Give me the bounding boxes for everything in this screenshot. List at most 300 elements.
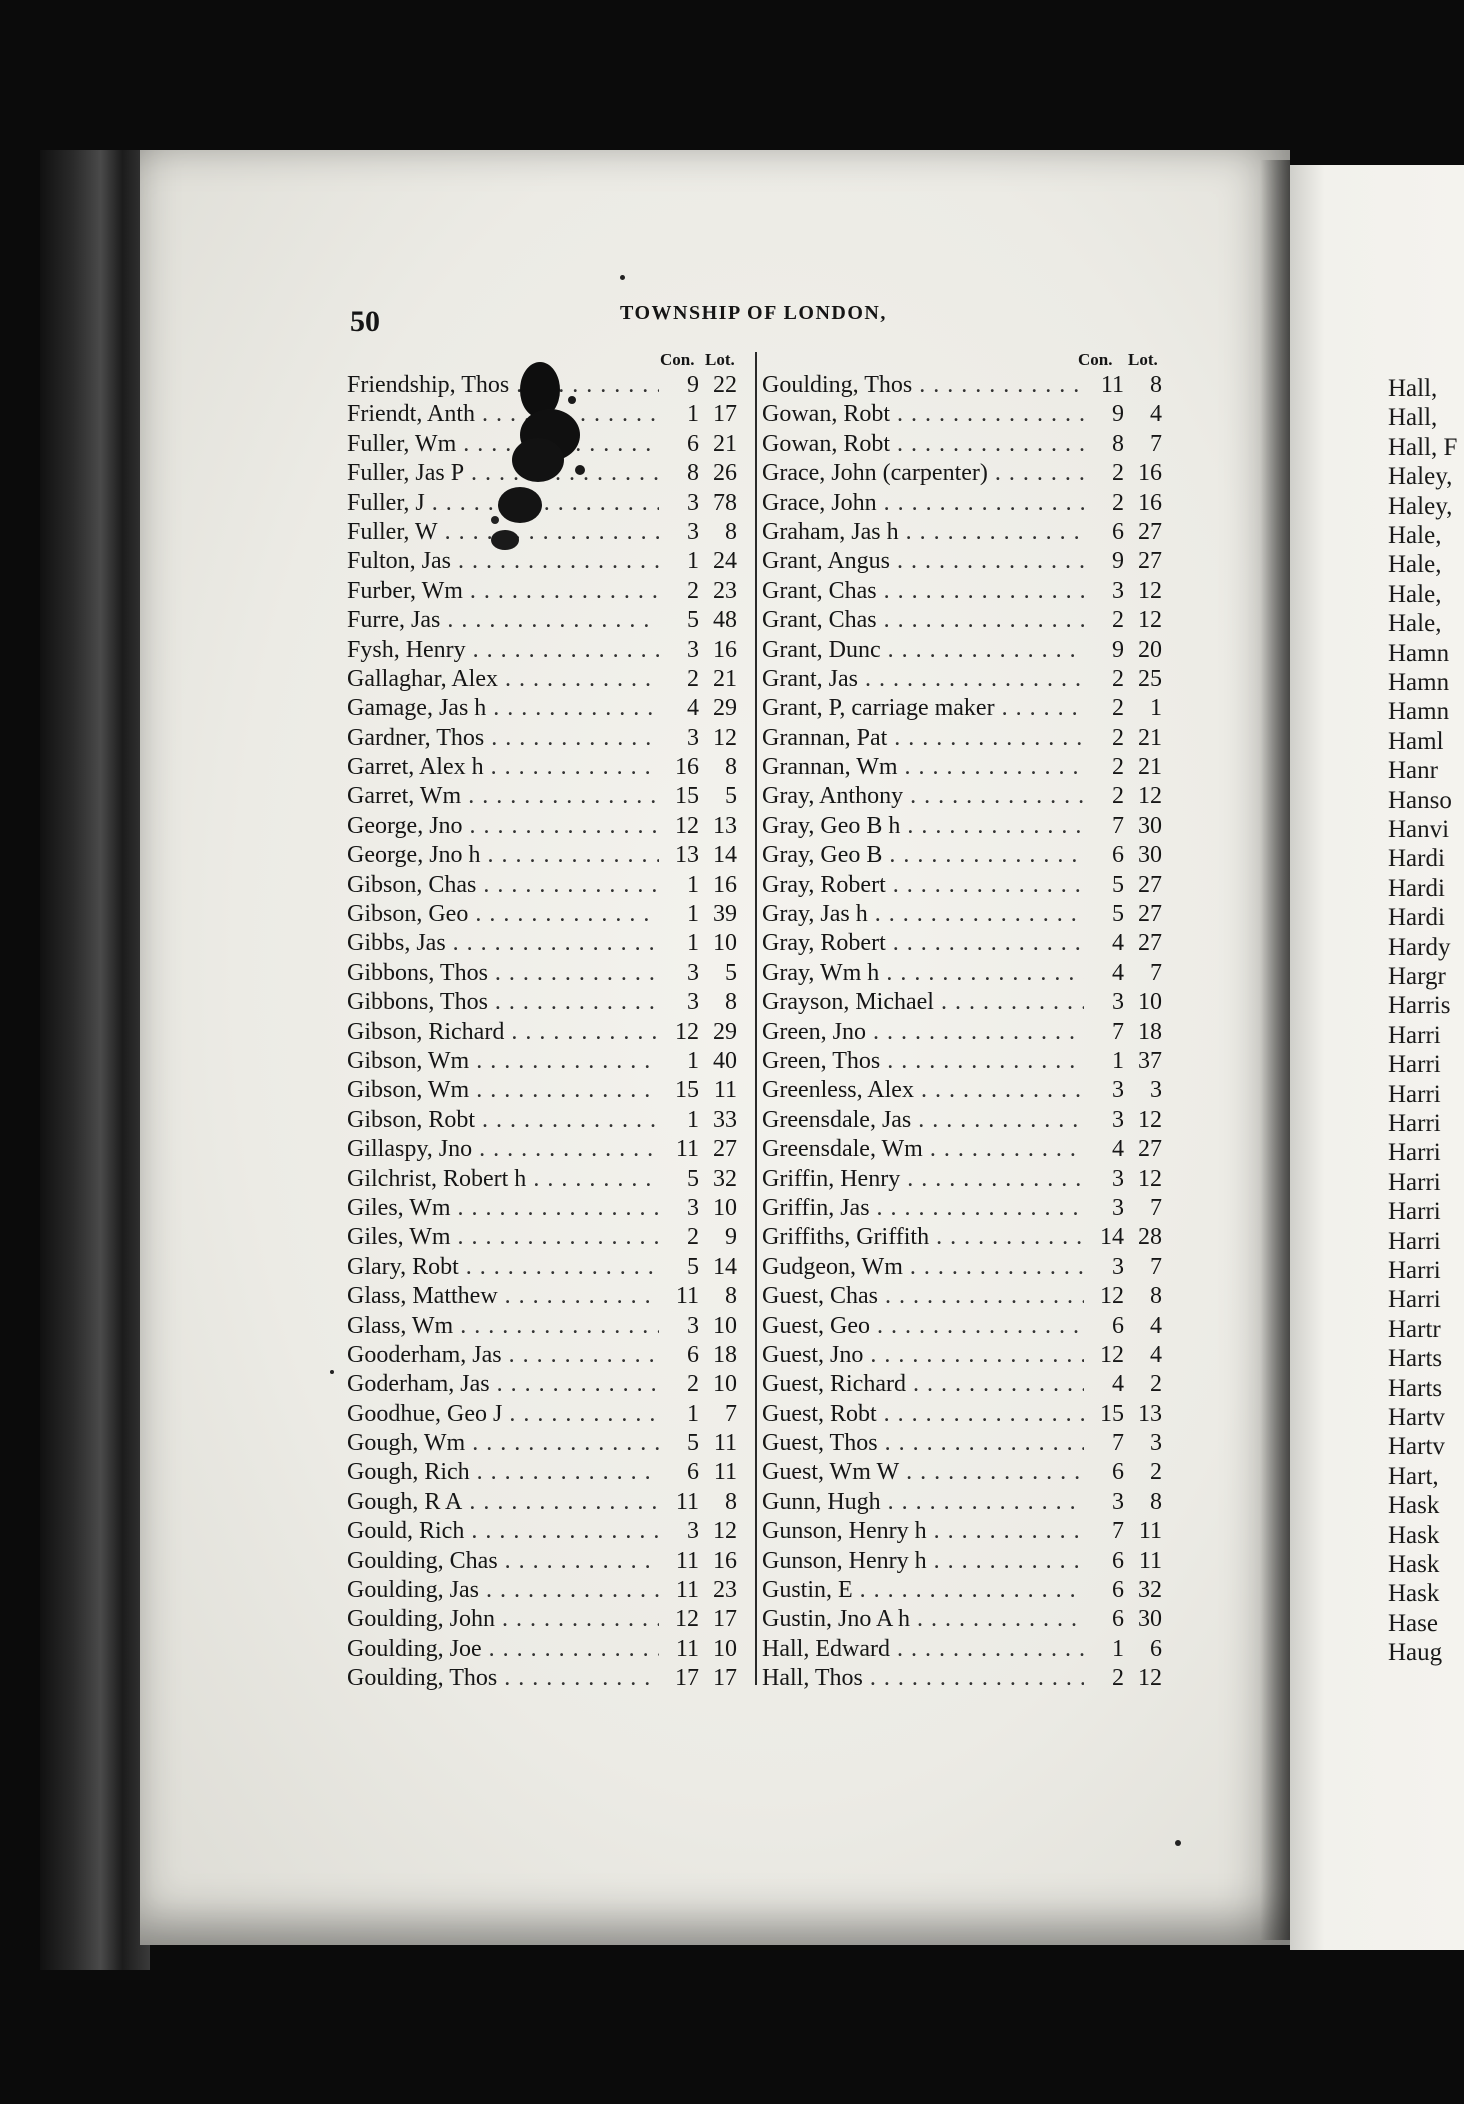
directory-entry [762, 872, 1162, 901]
entry-concession: 7 [1112, 1518, 1124, 1545]
directory-entry [762, 1518, 1162, 1547]
next-page-entry-fragment: Hask [1388, 1580, 1440, 1608]
entry-name: Greenless, Alex . . . [762, 1077, 1084, 1104]
directory-entry [762, 930, 1162, 959]
directory-entry [347, 1342, 737, 1371]
entry-name: Grant, Dunc . . . [762, 637, 1084, 664]
entry-concession: 5 [687, 1253, 699, 1280]
entry-concession: 6 [1112, 1606, 1124, 1633]
entry-lot: 30 [1138, 842, 1162, 869]
entry-concession: 3 [687, 518, 699, 545]
entry-concession: 15 [675, 1077, 699, 1104]
next-page-entry-fragment: Haley, [1388, 463, 1453, 491]
entry-name: Grant, Jas . . . [762, 666, 1084, 693]
entry-concession: 1 [687, 1400, 699, 1427]
directory-entry [347, 1019, 737, 1048]
entry-lot: 17 [713, 401, 737, 428]
entry-concession: 5 [687, 1165, 699, 1192]
column-divider [755, 352, 757, 1685]
directory-entry [762, 813, 1162, 842]
entry-lot: 16 [713, 1547, 737, 1574]
directory-entry [762, 1166, 1162, 1195]
directory-entry [762, 637, 1162, 666]
directory-entry [347, 872, 737, 901]
directory-entry [347, 813, 737, 842]
entry-name: Gray, Robert . . . [762, 872, 1084, 899]
entry-lot: 1 [1150, 695, 1162, 722]
entry-lot: 18 [1138, 1018, 1162, 1045]
next-page-entry-fragment: Hall, [1388, 404, 1438, 432]
entry-concession: 3 [687, 1194, 699, 1221]
next-page-entry-fragment: Hale, [1388, 522, 1442, 549]
entry-lot: 27 [1138, 548, 1162, 575]
entry-concession: 3 [687, 636, 699, 663]
left-entry-list [347, 372, 737, 1695]
entry-lot: 3 [1150, 1077, 1162, 1104]
entry-name: Gibson, Wm . . . [347, 1048, 659, 1075]
entry-lot: 13 [713, 812, 737, 839]
entry-name: Gudgeon, Wm . . . [762, 1254, 1084, 1281]
entry-name: Gray, Wm h . . . [762, 960, 1084, 987]
entry-name: Gibbons, Thos . . . [347, 960, 659, 987]
entry-name: Guest, Chas . . . [762, 1283, 1084, 1310]
entry-concession: 3 [687, 489, 699, 516]
entry-concession: 3 [1112, 1106, 1124, 1133]
entry-concession: 9 [1112, 401, 1124, 428]
entry-name: Gunson, Henry h . . . [762, 1548, 1084, 1575]
entry-lot: 39 [713, 901, 737, 928]
entry-name: George, Jno . . . [347, 813, 659, 840]
directory-entry [762, 1342, 1162, 1371]
directory-entry [347, 607, 737, 636]
entry-name: Goulding, Thos . . . [762, 372, 1084, 399]
entry-lot: 11 [713, 1077, 737, 1104]
entry-concession: 2 [1112, 1665, 1124, 1692]
entry-name: Fulton, Jas . . . [347, 548, 659, 575]
page-speck [620, 275, 625, 280]
entry-name: Goulding, Thos . . . [347, 1665, 659, 1692]
directory-entry [347, 1107, 737, 1136]
entry-concession: 2 [1112, 724, 1124, 751]
entry-name: Goulding, Joe . . . [347, 1636, 659, 1663]
directory-entry [347, 960, 737, 989]
entry-name: Greensdale, Jas . . . [762, 1107, 1084, 1134]
entry-concession: 4 [687, 695, 699, 722]
entry-concession: 2 [1112, 489, 1124, 516]
entry-name: Guest, Jno . . . [762, 1342, 1084, 1369]
entry-name: Grayson, Michael . . . [762, 989, 1084, 1016]
entry-lot: 23 [713, 577, 737, 604]
entry-name: Garret, Wm . . . [347, 783, 659, 810]
directory-entry [762, 1019, 1162, 1048]
entry-name: Grant, Angus . . . [762, 548, 1084, 575]
directory-entry [762, 666, 1162, 695]
entry-concession: 2 [1112, 460, 1124, 487]
entry-name: Gunn, Hugh . . . [762, 1489, 1084, 1516]
entry-lot: 11 [1138, 1547, 1162, 1574]
directory-entry [347, 637, 737, 666]
entry-concession: 6 [1112, 1547, 1124, 1574]
directory-entry [762, 1048, 1162, 1077]
entry-concession: 2 [1112, 783, 1124, 810]
running-head: TOWNSHIP OF LONDON, [620, 302, 887, 324]
entry-lot: 16 [1138, 489, 1162, 516]
directory-entry [347, 1136, 737, 1165]
entry-lot: 8 [725, 1488, 737, 1515]
entry-lot: 21 [713, 430, 737, 457]
entry-concession: 8 [1112, 430, 1124, 457]
entry-concession: 3 [1112, 577, 1124, 604]
directory-entry [762, 725, 1162, 754]
directory-entry [762, 1548, 1162, 1577]
entry-lot: 4 [1150, 1312, 1162, 1339]
entry-name: Guest, Wm W . . . [762, 1459, 1084, 1486]
entry-lot: 33 [713, 1106, 737, 1133]
entry-name: Gray, Geo B h . . . [762, 813, 1084, 840]
directory-entry [762, 695, 1162, 724]
next-page-entry-fragment: Harri [1388, 1227, 1441, 1255]
entry-concession: 4 [1112, 1371, 1124, 1398]
entry-name: Furber, Wm . . . [347, 578, 659, 605]
entry-name: Gray, Robert . . . [762, 930, 1084, 957]
entry-lot: 23 [713, 1577, 737, 1604]
entry-lot: 10 [1138, 989, 1162, 1016]
entry-concession: 12 [1100, 1341, 1124, 1368]
entry-concession: 3 [1112, 989, 1124, 1016]
entry-lot: 8 [725, 989, 737, 1016]
next-page-entry-fragment: Harris [1388, 992, 1451, 1020]
directory-entry [762, 578, 1162, 607]
entry-name: Gould, Rich . . . [347, 1518, 659, 1545]
entry-concession: 11 [675, 1283, 699, 1310]
entry-name: Gowan, Robt . . . [762, 431, 1084, 458]
entry-concession: 2 [687, 1224, 699, 1251]
directory-entry [347, 695, 737, 724]
next-page-entry-fragment: Harri [1388, 1080, 1441, 1108]
entry-lot: 27 [1138, 901, 1162, 928]
entry-name: Glary, Robt . . . [347, 1254, 659, 1281]
directory-entry [762, 1636, 1162, 1665]
page-number: 50 [350, 305, 380, 338]
directory-entry [762, 401, 1162, 430]
entry-name: Gough, Wm . . . [347, 1430, 659, 1457]
directory-entry [347, 930, 737, 959]
directory-entry [347, 372, 737, 401]
next-page-entry-fragment: Hanso [1388, 786, 1452, 814]
entry-name: Goulding, Jas . . . [347, 1577, 659, 1604]
entry-name: Giles, Wm . . . [347, 1224, 659, 1251]
entry-concession: 3 [1112, 1194, 1124, 1221]
entry-name: Friendship, Thos . . . [347, 372, 659, 399]
entry-concession: 5 [1112, 901, 1124, 928]
directory-entry [347, 1606, 737, 1635]
entry-lot: 21 [1138, 724, 1162, 751]
entry-name: Grannan, Pat . . . [762, 725, 1084, 752]
entry-lot: 10 [713, 1635, 737, 1662]
directory-entry [347, 1371, 737, 1400]
next-page-entry-fragment: Hask [1388, 1492, 1440, 1520]
entry-concession: 2 [1112, 754, 1124, 781]
entry-lot: 18 [713, 1341, 737, 1368]
entry-lot: 7 [1150, 1253, 1162, 1280]
directory-entry [762, 490, 1162, 519]
entry-lot: 17 [713, 1606, 737, 1633]
entry-lot: 5 [725, 783, 737, 810]
directory-entry [347, 1518, 737, 1547]
entry-concession: 6 [1112, 1459, 1124, 1486]
directory-entry [347, 460, 737, 489]
next-page-entry-fragment: Harts [1388, 1374, 1443, 1402]
entry-concession: 1 [687, 401, 699, 428]
entry-name: Green, Thos . . . [762, 1048, 1084, 1075]
directory-entry [347, 989, 737, 1018]
entry-lot: 27 [1138, 871, 1162, 898]
directory-entry [347, 1577, 737, 1606]
entry-name: Gibbons, Thos . . . [347, 989, 659, 1016]
entry-name: Garret, Alex h . . . [347, 754, 659, 781]
next-page-entry-fragment: Hall, F [1388, 433, 1458, 461]
entry-lot: 27 [1138, 930, 1162, 957]
next-page-entry-fragment: Hardy [1388, 933, 1451, 961]
entry-lot: 14 [713, 1253, 737, 1280]
entry-lot: 32 [713, 1165, 737, 1192]
directory-entry [347, 666, 737, 695]
entry-name: Gamage, Jas h . . . [347, 695, 659, 722]
entry-name: Gowan, Robt . . . [762, 401, 1084, 428]
directory-entry [762, 607, 1162, 636]
directory-entry [347, 725, 737, 754]
entry-name: Gray, Jas h . . . [762, 901, 1084, 928]
entry-name: Fuller, W . . . [347, 519, 659, 546]
entry-name: Fuller, Jas P . . . [347, 460, 659, 487]
directory-entry [347, 1459, 737, 1488]
entry-concession: 6 [687, 1341, 699, 1368]
entry-concession: 9 [1112, 636, 1124, 663]
directory-entry [762, 1107, 1162, 1136]
next-page-entry-fragment: Hask [1388, 1521, 1440, 1549]
entry-lot: 3 [1150, 1430, 1162, 1457]
entry-name: Gustin, Jno A h . . . [762, 1606, 1084, 1633]
next-page-entry-fragment: Hardi [1388, 874, 1445, 902]
directory-entry [347, 783, 737, 812]
entry-lot: 12 [1138, 607, 1162, 634]
entry-concession: 5 [1112, 871, 1124, 898]
entry-lot: 48 [713, 607, 737, 634]
entry-lot: 16 [713, 636, 737, 663]
entry-lot: 27 [1138, 518, 1162, 545]
directory-entry [762, 548, 1162, 577]
directory-entry [762, 460, 1162, 489]
entry-concession: 11 [675, 1547, 699, 1574]
directory-entry [347, 1313, 737, 1342]
entry-name: Guest, Richard . . . [762, 1371, 1084, 1398]
entry-name: Furre, Jas . . . [347, 607, 659, 634]
entry-lot: 4 [1150, 1341, 1162, 1368]
directory-entry [347, 1224, 737, 1253]
left-con-header: Con. [660, 350, 695, 369]
next-page-entry-fragment: Hardi [1388, 845, 1445, 873]
entry-name: Fuller, Wm . . . [347, 431, 659, 458]
next-page-entry-fragment: Hardi [1388, 904, 1445, 932]
entry-concession: 3 [687, 989, 699, 1016]
entry-concession: 1 [687, 1106, 699, 1133]
entry-lot: 2 [1150, 1459, 1162, 1486]
entry-concession: 2 [687, 1371, 699, 1398]
entry-name: Greensdale, Wm . . . [762, 1136, 1084, 1163]
directory-entry [762, 1489, 1162, 1518]
entry-lot: 7 [725, 1400, 737, 1427]
entry-lot: 4 [1150, 401, 1162, 428]
entry-name: Gibson, Robt . . . [347, 1107, 659, 1134]
entry-lot: 16 [713, 871, 737, 898]
directory-entry [347, 401, 737, 430]
next-page-entry-fragment: Hale, [1388, 580, 1442, 608]
entry-name: Grant, Chas . . . [762, 578, 1084, 605]
entry-name: Gibbs, Jas . . . [347, 930, 659, 957]
entry-name: Gillaspy, Jno . . . [347, 1136, 659, 1163]
entry-lot: 21 [713, 665, 737, 692]
entry-lot: 11 [713, 1459, 737, 1486]
entry-name: Green, Jno . . . [762, 1019, 1084, 1046]
entry-concession: 4 [1112, 959, 1124, 986]
directory-entry [762, 754, 1162, 783]
entry-name: Gooderham, Jas . . . [347, 1342, 659, 1369]
next-page-entry-fragment: Harri [1388, 1168, 1441, 1196]
directory-entry [762, 372, 1162, 401]
directory-entry [762, 1136, 1162, 1165]
entry-lot: 30 [1138, 812, 1162, 839]
entry-lot: 40 [713, 1047, 737, 1074]
entry-lot: 32 [1138, 1577, 1162, 1604]
next-page-entry-fragment: Hase [1388, 1609, 1438, 1637]
next-page-entry-fragment: Harri [1388, 1286, 1441, 1314]
entry-lot: 12 [713, 1518, 737, 1545]
next-page-entry-fragment: Hale, [1388, 551, 1442, 579]
entry-concession: 7 [1112, 1018, 1124, 1045]
entry-concession: 3 [1112, 1165, 1124, 1192]
entry-lot: 7 [1150, 1194, 1162, 1221]
entry-name: Hall, Edward . . . [762, 1636, 1084, 1663]
entry-lot: 6 [1150, 1635, 1162, 1662]
next-page-entry-fragment: Harri [1388, 1021, 1441, 1049]
directory-entry [347, 1548, 737, 1577]
entry-name: Giles, Wm . . . [347, 1195, 659, 1222]
next-page-entry-fragment: Hart, [1388, 1462, 1439, 1490]
next-page-entry-fragment: Hargr [1388, 963, 1446, 990]
entry-concession: 7 [1112, 1430, 1124, 1457]
entry-name: Gardner, Thos . . . [347, 725, 659, 752]
entry-lot: 28 [1138, 1224, 1162, 1251]
entry-lot: 27 [1138, 1136, 1162, 1163]
entry-concession: 1 [687, 930, 699, 957]
entry-lot: 21 [1138, 754, 1162, 781]
next-page-entry-fragment: Hamn [1388, 669, 1450, 696]
entry-name: Goderham, Jas . . . [347, 1371, 659, 1398]
entry-name: Gough, R A . . . [347, 1489, 659, 1516]
next-page-entry-fragment: Hartr [1388, 1315, 1441, 1343]
entry-name: Gibson, Geo . . . [347, 901, 659, 928]
entry-concession: 5 [687, 1430, 699, 1457]
next-page-entry-fragment: Harri [1388, 1139, 1441, 1167]
entry-name: Gray, Anthony . . . [762, 783, 1084, 810]
entry-name: Gibson, Richard . . . [347, 1019, 659, 1046]
entry-name: Gibson, Wm . . . [347, 1077, 659, 1104]
directory-entry [762, 1224, 1162, 1253]
entry-concession: 7 [1112, 812, 1124, 839]
entry-name: Gibson, Chas . . . [347, 872, 659, 899]
entry-concession: 6 [1112, 1312, 1124, 1339]
entry-concession: 2 [1112, 665, 1124, 692]
page-speck [1175, 1840, 1181, 1846]
directory-entry [347, 901, 737, 930]
entry-name: Griffin, Jas . . . [762, 1195, 1084, 1222]
next-page-entry-fragment: Hanr [1388, 757, 1438, 785]
next-page-entry-fragment: Haley, [1388, 492, 1453, 520]
entry-lot: 7 [1150, 430, 1162, 457]
directory-entry [762, 960, 1162, 989]
next-page-entry-fragment: Hask [1388, 1551, 1440, 1578]
right-lot-header: Lot. [1128, 350, 1158, 369]
entry-name: Guest, Thos . . . [762, 1430, 1084, 1457]
directory-entry [762, 1371, 1162, 1400]
entry-lot: 78 [713, 489, 737, 516]
next-page-entry-fragment: Harri [1388, 1051, 1441, 1079]
entry-lot: 8 [725, 754, 737, 781]
entry-concession: 15 [1100, 1400, 1124, 1427]
entry-concession: 2 [687, 665, 699, 692]
next-page-entry-fragment: Harri [1388, 1257, 1441, 1284]
book-left-edge [40, 150, 150, 1970]
entry-name: Gilchrist, Robert h . . . [347, 1166, 659, 1193]
next-page-entry-fragment: Hanvi [1388, 816, 1450, 843]
entry-lot: 12 [1138, 1665, 1162, 1692]
entry-concession: 12 [675, 812, 699, 839]
entry-lot: 8 [725, 1283, 737, 1310]
next-page-entry-fragment: Hartv [1388, 1433, 1445, 1461]
entry-concession: 1 [687, 548, 699, 575]
entry-lot: 16 [1138, 460, 1162, 487]
directory-entry [762, 901, 1162, 930]
directory-entry [347, 1665, 737, 1694]
directory-entry [762, 1283, 1162, 1312]
entry-lot: 12 [1138, 1106, 1162, 1133]
directory-entry [347, 431, 737, 460]
directory-entry [762, 1577, 1162, 1606]
directory-entry [347, 1489, 737, 1518]
directory-entry [347, 1048, 737, 1077]
entry-concession: 12 [675, 1606, 699, 1633]
entry-lot: 14 [713, 842, 737, 869]
next-page-entry-fragment: Hale, [1388, 610, 1442, 638]
entry-concession: 15 [675, 783, 699, 810]
entry-name: Glass, Wm . . . [347, 1313, 659, 1340]
directory-entry [762, 1665, 1162, 1694]
entry-name: George, Jno h . . . [347, 842, 659, 869]
entry-concession: 6 [1112, 842, 1124, 869]
entry-concession: 17 [675, 1665, 699, 1692]
entry-concession: 2 [687, 577, 699, 604]
entry-lot: 17 [713, 1665, 737, 1692]
entry-concession: 4 [1112, 1136, 1124, 1163]
entry-concession: 16 [675, 754, 699, 781]
entry-lot: 10 [713, 1371, 737, 1398]
entry-concession: 13 [675, 842, 699, 869]
entry-name: Gray, Geo B . . . [762, 842, 1084, 869]
entry-name: Grannan, Wm . . . [762, 754, 1084, 781]
entry-name: Guest, Robt . . . [762, 1401, 1084, 1428]
entry-name: Gough, Rich . . . [347, 1459, 659, 1486]
entry-name: Goodhue, Geo J . . . [347, 1401, 659, 1428]
